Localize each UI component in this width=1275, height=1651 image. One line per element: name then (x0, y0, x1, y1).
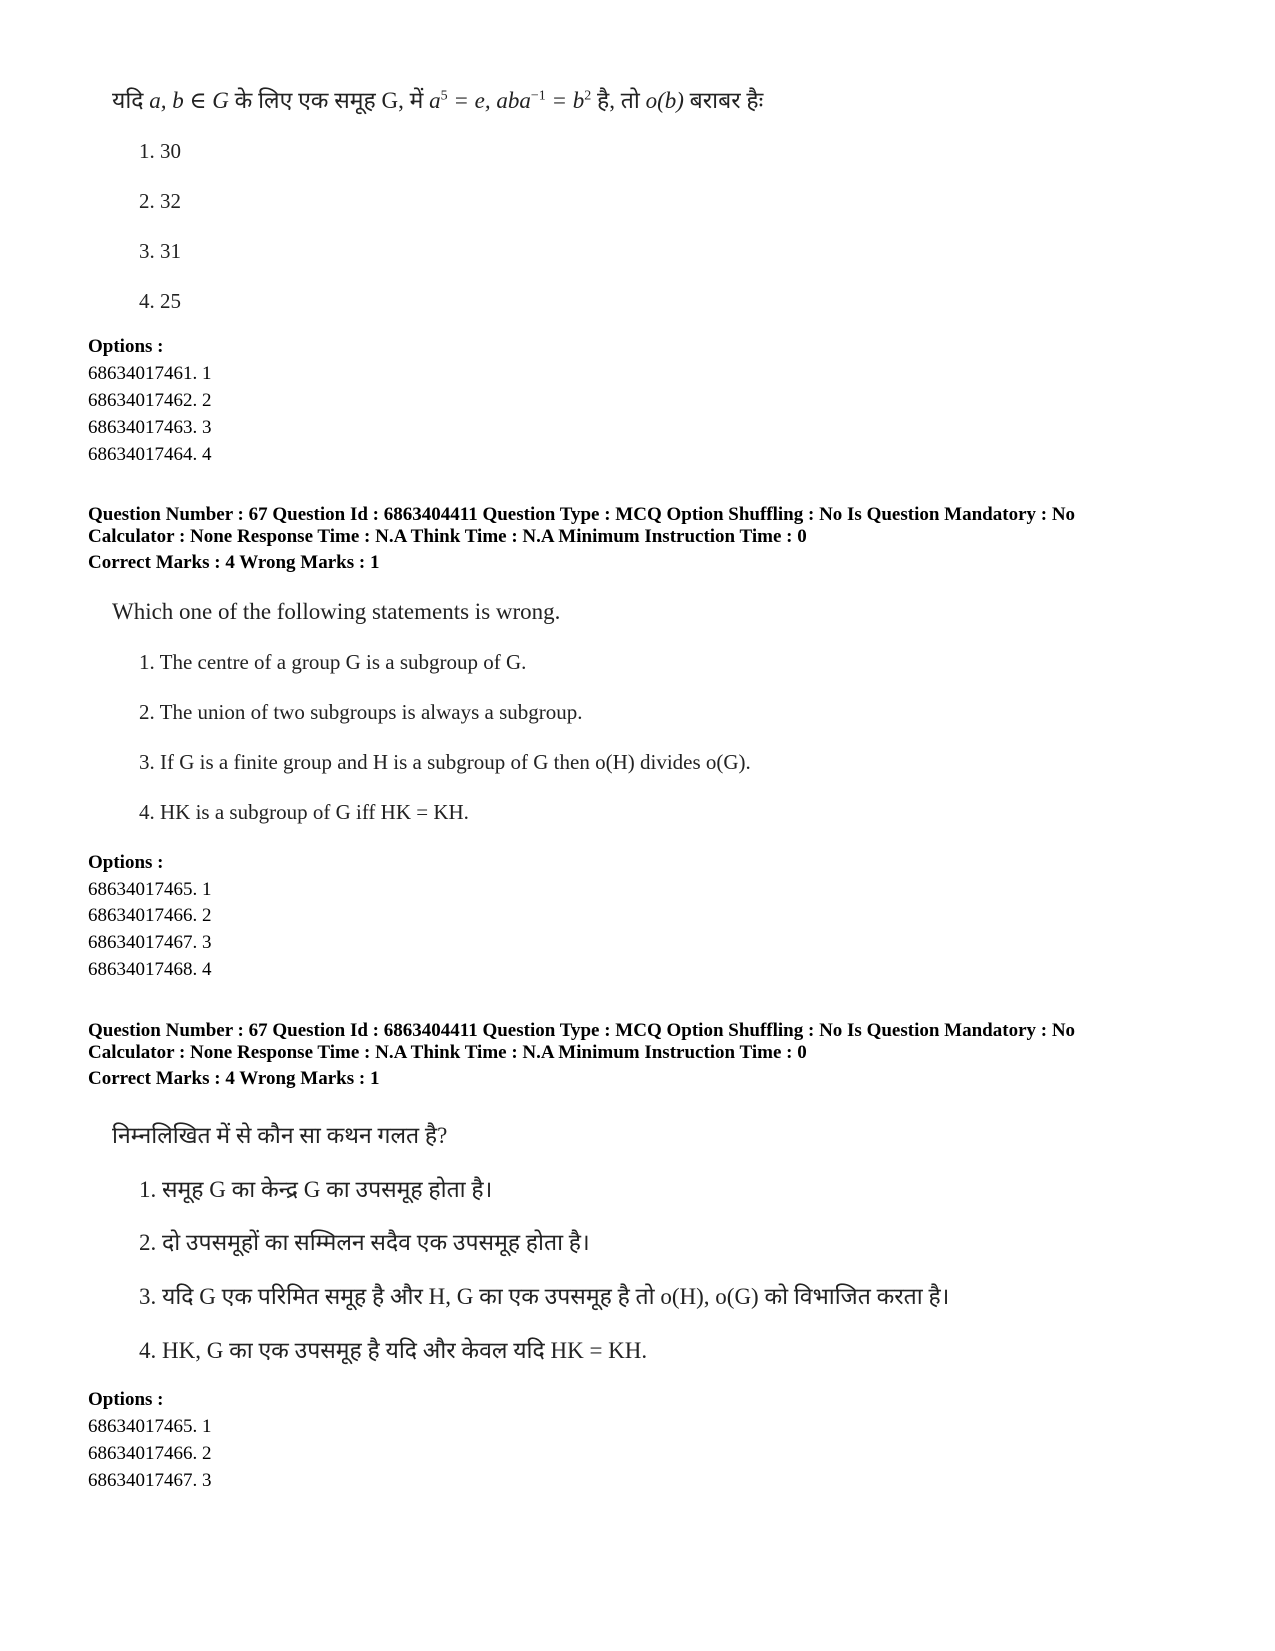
q66-text-part: है, तो (591, 88, 646, 113)
q66-math-ab: a, b ∈ G (149, 88, 229, 113)
q66-math-eq: = e, aba (447, 88, 531, 113)
choice-item: 3. 31 (139, 239, 181, 263)
choice-item: 4. 25 (139, 289, 181, 313)
choice-item: 1. 30 (139, 139, 181, 163)
options-label: Options : (88, 852, 164, 873)
choice-item: 1. समूह G का केन्द्र G का उपसमूह होता है। (139, 1177, 493, 1202)
q66-math-eq: = b (545, 88, 585, 113)
q66-math-exp: 5 (440, 88, 448, 104)
choice-item: 4. HK is a subgroup of G iff HK = KH. (139, 800, 469, 824)
question-meta-line: Question Number : 67 Question Id : 6863404411 Question Type : MCQ Option Shuffling : No Is Question Mandatory : No (88, 504, 1076, 525)
q66-text-part: बराबर हैः (683, 88, 764, 113)
option-id-line: 68634017467. 3 (88, 1470, 212, 1491)
question-meta-line: Calculator : None Response Time : N.A Think Time : N.A Minimum Instruction Time : 0 (88, 526, 807, 547)
options-label: Options : (88, 336, 164, 357)
option-id-line: 68634017463. 3 (88, 417, 212, 438)
choice-item: 3. यदि G एक परिमित समूह है और H, G का एक उपसमूह है तो o(H), o(G) को विभाजित करता है। (139, 1284, 950, 1309)
question-marks-line: Correct Marks : 4 Wrong Marks : 1 (88, 552, 380, 573)
option-id-line: 68634017466. 2 (88, 1443, 212, 1464)
option-id-line: 68634017468. 4 (88, 959, 212, 980)
choice-item: 1. The centre of a group G is a subgroup of G. (139, 650, 527, 674)
question-text: Which one of the following statements is wrong. (112, 599, 561, 624)
q66-math-ob: o(b) (645, 88, 684, 113)
question-meta-line: Question Number : 67 Question Id : 6863404411 Question Type : MCQ Option Shuffling : No Is Question Mandatory : No (88, 1020, 1076, 1041)
option-id-line: 68634017466. 2 (88, 905, 212, 926)
question-meta-line: Calculator : None Response Time : N.A Think Time : N.A Minimum Instruction Time : 0 (88, 1042, 807, 1063)
choice-item: 2. 32 (139, 189, 181, 213)
option-id-line: 68634017461. 1 (88, 363, 212, 384)
choice-item: 3. If G is a finite group and H is a subgroup of G then o(H) divides o(G). (139, 750, 751, 774)
q66-text-part: यदि (112, 88, 150, 113)
options-label: Options : (88, 1389, 164, 1410)
q66-math-a: a (429, 88, 441, 113)
choice-item: 4. HK, G का एक उपसमूह है यदि और केवल यदि HK = KH. (139, 1338, 648, 1363)
option-id-line: 68634017465. 1 (88, 1416, 212, 1437)
q66-math-exp: −1 (530, 88, 546, 104)
question-text: निम्नलिखित में से कौन सा कथन गलत है? (112, 1123, 448, 1148)
option-id-line: 68634017465. 1 (88, 879, 212, 900)
question-marks-line: Correct Marks : 4 Wrong Marks : 1 (88, 1068, 380, 1089)
option-id-line: 68634017464. 4 (88, 444, 212, 465)
option-id-line: 68634017467. 3 (88, 932, 212, 953)
option-id-line: 68634017462. 2 (88, 390, 212, 411)
question-66-text (112, 83, 763, 115)
choice-item: 2. दो उपसमूहों का सम्मिलन सदैव एक उपसमूह होता है। (139, 1230, 590, 1255)
choice-item: 2. The union of two subgroups is always a subgroup. (139, 700, 583, 724)
q66-text-part: के लिए एक समूह G, में (228, 88, 430, 113)
q66-math-exp: 2 (584, 88, 592, 104)
